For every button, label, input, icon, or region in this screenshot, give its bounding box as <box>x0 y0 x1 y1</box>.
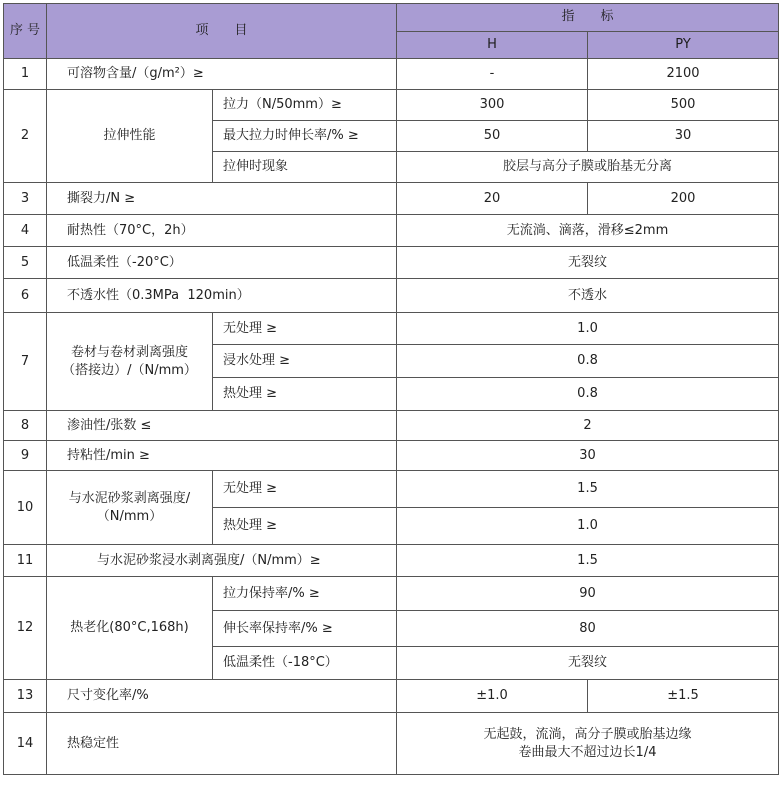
row-number: 11 <box>4 545 47 577</box>
row-number: 8 <box>4 411 47 441</box>
value-merged: 90 <box>397 577 779 611</box>
row-item: 可溶物含量/（g/m²）≥ <box>47 59 397 90</box>
spec-table-container <box>3 3 779 775</box>
value-h: 50 <box>397 121 588 152</box>
table-row <box>4 90 779 121</box>
row-item: 与水泥砂浆浸水剥离强度/（N/mm）≥ <box>47 545 397 577</box>
row-item: 不透水性（0.3MPa 120min） <box>47 279 397 313</box>
table-row <box>4 279 779 313</box>
value-merged <box>397 713 779 775</box>
sub-item: 拉伸时现象 <box>213 152 397 183</box>
table-row <box>4 680 779 713</box>
value-h: 300 <box>397 90 588 121</box>
row-number: 6 <box>4 279 47 313</box>
table-row <box>4 59 779 90</box>
sub-item: 拉力保持率/% ≥ <box>213 577 397 611</box>
value-merged: 30 <box>397 441 779 471</box>
row-number: 9 <box>4 441 47 471</box>
value-py: 30 <box>588 121 779 152</box>
row-item: 撕裂力/N ≥ <box>47 183 397 215</box>
value-py: ±1.5 <box>588 680 779 713</box>
row-number: 1 <box>4 59 47 90</box>
sub-item: 无处理 ≥ <box>213 313 397 345</box>
table-row <box>4 411 779 441</box>
row-number: 3 <box>4 183 47 215</box>
value-merged: 1.0 <box>397 508 779 545</box>
value-line: 无起鼓，流淌，高分子膜或胎基边缘 <box>483 726 692 742</box>
value-h: - <box>397 59 588 90</box>
value-h: 20 <box>397 183 588 215</box>
value-merged: 胶层与高分子膜或胎基无分离 <box>397 152 779 183</box>
spec-table <box>3 3 779 775</box>
row-item-line: 卷材与卷材剥离强度 <box>70 344 188 360</box>
row-number: 13 <box>4 680 47 713</box>
row-item: 耐热性（70°C，2h） <box>47 215 397 247</box>
value-merged: 无裂纹 <box>397 647 779 680</box>
sub-item: 浸水处理 ≥ <box>213 345 397 378</box>
value-merged: 1.5 <box>397 471 779 508</box>
row-item: 渗油性/张数 ≤ <box>47 411 397 441</box>
value-merged: 0.8 <box>397 378 779 411</box>
value-merged: 无裂纹 <box>397 247 779 279</box>
table-row <box>4 247 779 279</box>
value-line: 卷曲最大不超过边长1/4 <box>518 744 657 760</box>
sub-item: 无处理 ≥ <box>213 471 397 508</box>
sub-item: 拉力（N/50mm）≥ <box>213 90 397 121</box>
row-item-line: 与水泥砂浆剥离强度/ <box>68 490 191 506</box>
row-item: 尺寸变化率/% <box>47 680 397 713</box>
sub-item: 热处理 ≥ <box>213 508 397 545</box>
header-seq: 序 号 <box>4 4 47 59</box>
row-number: 5 <box>4 247 47 279</box>
table-row <box>4 183 779 215</box>
row-number: 14 <box>4 713 47 775</box>
table-row <box>4 313 779 345</box>
value-merged: 2 <box>397 411 779 441</box>
table-row <box>4 441 779 471</box>
row-item: 持粘性/min ≥ <box>47 441 397 471</box>
row-item: 低温柔性（-20°C） <box>47 247 397 279</box>
table-row <box>4 577 779 611</box>
table-row <box>4 545 779 577</box>
table-row <box>4 215 779 247</box>
header-h: H <box>397 31 588 59</box>
value-merged: 80 <box>397 611 779 647</box>
value-merged: 不透水 <box>397 279 779 313</box>
value-merged: 1.5 <box>397 545 779 577</box>
row-item <box>47 313 213 411</box>
value-py: 500 <box>588 90 779 121</box>
value-py: 2100 <box>588 59 779 90</box>
value-merged: 1.0 <box>397 313 779 345</box>
row-item: 热老化(80°C,168h) <box>47 577 213 680</box>
row-item-line: （N/mm） <box>96 508 163 524</box>
value-h: ±1.0 <box>397 680 588 713</box>
row-number: 10 <box>4 471 47 545</box>
value-merged: 无流淌、滴落，滑移≤2mm <box>397 215 779 247</box>
sub-item: 热处理 ≥ <box>213 378 397 411</box>
row-number: 4 <box>4 215 47 247</box>
header-indicator: 指 标 <box>397 4 779 32</box>
sub-item: 伸长率保持率/% ≥ <box>213 611 397 647</box>
value-py: 200 <box>588 183 779 215</box>
row-number: 2 <box>4 90 47 183</box>
value-merged: 0.8 <box>397 345 779 378</box>
header-py: PY <box>588 31 779 59</box>
row-item <box>47 471 213 545</box>
row-number: 7 <box>4 313 47 411</box>
table-row <box>4 713 779 775</box>
header-item: 项 目 <box>47 4 397 59</box>
sub-item: 低温柔性（-18°C） <box>213 647 397 680</box>
row-item: 拉伸性能 <box>47 90 213 183</box>
table-row <box>4 471 779 508</box>
sub-item: 最大拉力时伸长率/% ≥ <box>213 121 397 152</box>
row-number: 12 <box>4 577 47 680</box>
row-item: 热稳定性 <box>47 713 397 775</box>
row-item-line: （搭接边）/（N/mm） <box>62 362 197 378</box>
